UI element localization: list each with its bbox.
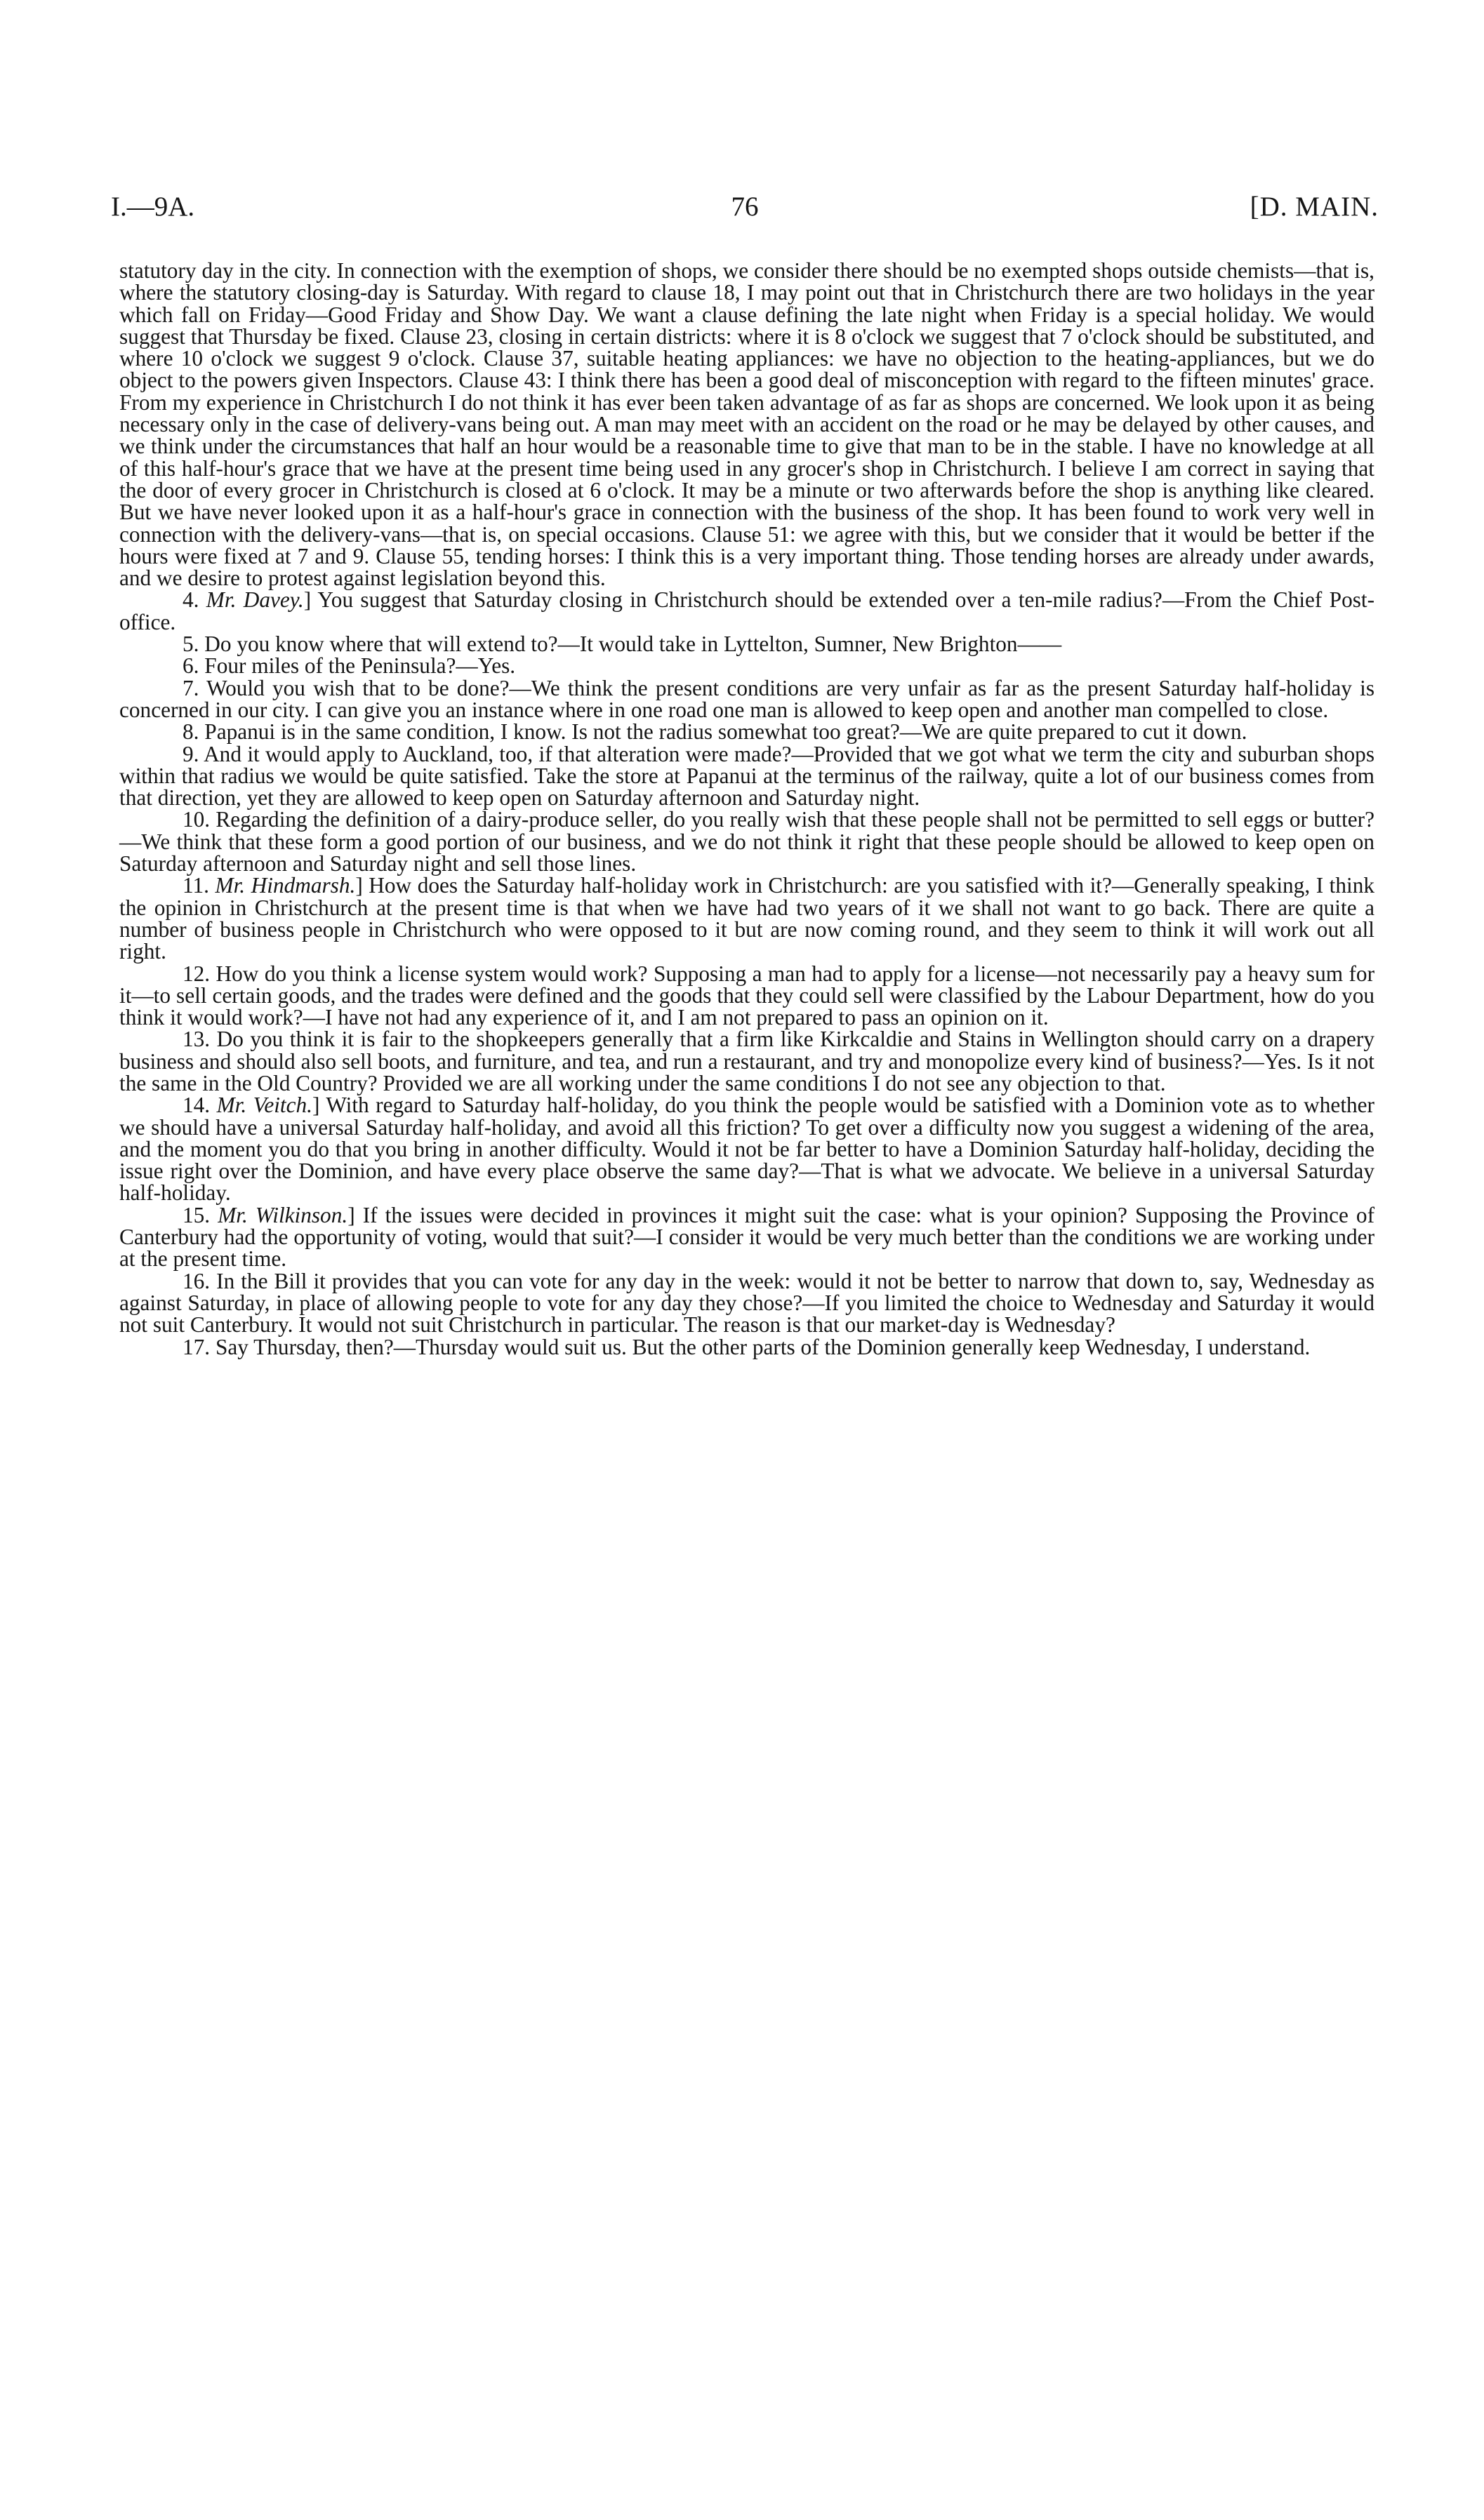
paragraph-q13: 13. Do you think it is fair to the shopkeepers generally that a firm like Kirkcaldie and Stains in Wellington should carry on a drapery business and should also sell boots, and furniture, and tea, and run a restaurant, and try and monopolize every kind of business?—Yes. Is it not the same in the Old Country? Provided we are all working under the same conditions I do not see any objection to that.: [119, 1027, 1374, 1095]
paragraph-q16: 16. In the Bill it provides that you can vote for any day in the week: would it not be better to narrow that down to, say, Wednesday as against Saturday, in place of allowing people to vote for any day they chose?—If you limited the choice to Wednesday and Saturday it would not suit Canterbury. It would not suit Christchurch in particular. The reason is that our market-day is Wednesday?: [119, 1268, 1374, 1338]
paragraph-q14: 14. Mr. Veitch.] With regard to Saturday half-holiday, do you think the people would be satisfied with a Dominion vote as to whether we should have a universal Saturday half-holiday, and avoid all this friction? To get over a difficulty now you suggest a widening of the area, and the moment you do that you bring in another difficulty. Would it not be far better to have a Dominion Saturday half-holiday, deciding the issue right over the Dominion, and have every place observe the same day?—That is what we advocate. We believe in a universal Saturday half-holiday.: [119, 1093, 1374, 1206]
paragraph-q7: 7. Would you wish that to be done?—We think the present conditions are very unfair as far as the present Saturday half-holiday is concerned in our city. I can give you an instance where in one road one man is allowed to keep open and another man compelled to close.: [119, 675, 1374, 722]
speaker-name: Mr. Wilkinson.: [218, 1202, 348, 1227]
speaker-name: Mr. Veitch.: [216, 1093, 312, 1118]
paragraph-q17: 17. Say Thursday, then?—Thursday would suit us. But the other parts of the Dominion generally keep Wednesday, I understand.: [183, 1334, 1311, 1359]
paragraph-q11: 11. Mr. Hindmarsh.] How does the Saturday half-holiday work in Christchurch: are you satisfied with it?—Generally speaking, I think the opinion in Christchurch at the present time is that when we have had two years of it we shall not want to go back. There are quite a number of business people in Christchurch who were opposed to it but are now coming round, and they seem to think it will work out all right.: [119, 873, 1374, 964]
paragraph-q9: 9. And it would apply to Auckland, too, if that alteration were made?—Provided that we got what we term the city and suburban shops within that radius we would be quite satisfied. Take the store at Papanui at the terminus of the railway, quite a lot of our business comes from that direction, yet they are allowed to keep open on Saturday afternoon and Saturday night.: [119, 741, 1374, 811]
paragraph-q15: 15. Mr. Wilkinson.] If the issues were decided in provinces it might suit the case: what is your opinion? Supposing the Province of Canterbury had the opportunity of voting, would that suit?—I consider it would be very much better than the conditions we are working under at the present time.: [119, 1202, 1375, 1272]
paragraph-q5: 5. Do you know where that will extend to?—It would take in Lyttelton, Sumner, New Brighton——: [183, 632, 1062, 657]
paper-reference: I.—9A.: [111, 192, 195, 222]
paragraph-q10: 10. Regarding the definition of a dairy-produce seller, do you really wish that these people shall not be permitted to sell eggs or butter?—We think that these form a good portion of our business, and we do not think it right that these people should be allowed to keep open on Saturday afternoon and Saturday night and sell those lines.: [119, 807, 1374, 876]
speaker-name: Mr. Davey.: [206, 587, 304, 613]
paragraph-q6: 6. Four miles of the Peninsula?—Yes.: [183, 653, 516, 679]
paragraph-q12: 12. How do you think a license system would work? Supposing a man had to apply for a license—not necessarily pay a heavy sum for it—to sell certain goods, and the trades were defined and the goods that they could sell were classified by the Labour Department, how do you think it would work?—I have not had any experience of it, and I am not prepared to pass an opinion on it.: [119, 961, 1374, 1030]
speaker-name: Mr. Hindmarsh.: [215, 873, 356, 898]
witness-name: [D. MAIN.: [1250, 192, 1379, 222]
page-number: 76: [731, 192, 759, 222]
paragraph-1: statutory day in the city. In connection with the exemption of shops, we consider there should be no exempted shops outside chemists—that is, where the statutory closing-day is Saturday. With regard to clause 18, I may point out that in Christchurch there are two holidays in the year which fall on Friday—Good Friday and Show Day. We want a clause defining the late night when Friday is a special holiday. We would suggest that Thursday be fixed. Clause 23, closing in certain districts: where it is 8 o'clock we suggest that 7 o'clock should be substituted, and where 10 o'clock we suggest 9 o'clock. Clause 37, suitable heating appliances: we have no objection to the heating-appliances, but we do object to the powers given Inspectors. Clause 43: I think there has been a good deal of misconception with regard to the fifteen minutes' grace. From my experience in Christchurch I do not think it has ever been taken advantage of as far as shops are concerned. We look upon it as being necessary only in the case of delivery-vans being out. A man may meet with an accident on the road or he may be delayed by other causes, and we think under the circumstances that half an hour would be a reasonable time to give that man to be in the stable. I have no knowledge at all of this half-hour's grace that we have at the present time being used in any grocer's shop in Christchurch. I believe I am correct in saying that the door of every grocer in Christchurch is closed at 6 o'clock. It may be a minute or two afterwards before the shop is anything like cleared. But we have never looked upon it as a half-hour's grace in connection with the business of the shop. It has been found to work very well in connection with the delivery-vans—that is, on special occasions. Clause 51: we agree with this, but we consider that it would be better if the hours were fixed at 7 and 9. Clause 55, tending horses: I think this is a very important thing. Those tending horses are already under awards, and we desire to protest against legislation beyond this.: [119, 258, 1374, 591]
page-header: [111, 191, 1379, 226]
paragraph-q4: 4. Mr. Davey.] You suggest that Saturday closing in Christchurch should be extended over a ten-mile radius?—From the Chief Post-office.: [119, 587, 1375, 634]
body-text: [119, 260, 1374, 1358]
paragraph-q8: 8. Papanui is in the same condition, I know. Is not the radius somewhat too great?—We are quite prepared to cut it down.: [183, 719, 1247, 745]
